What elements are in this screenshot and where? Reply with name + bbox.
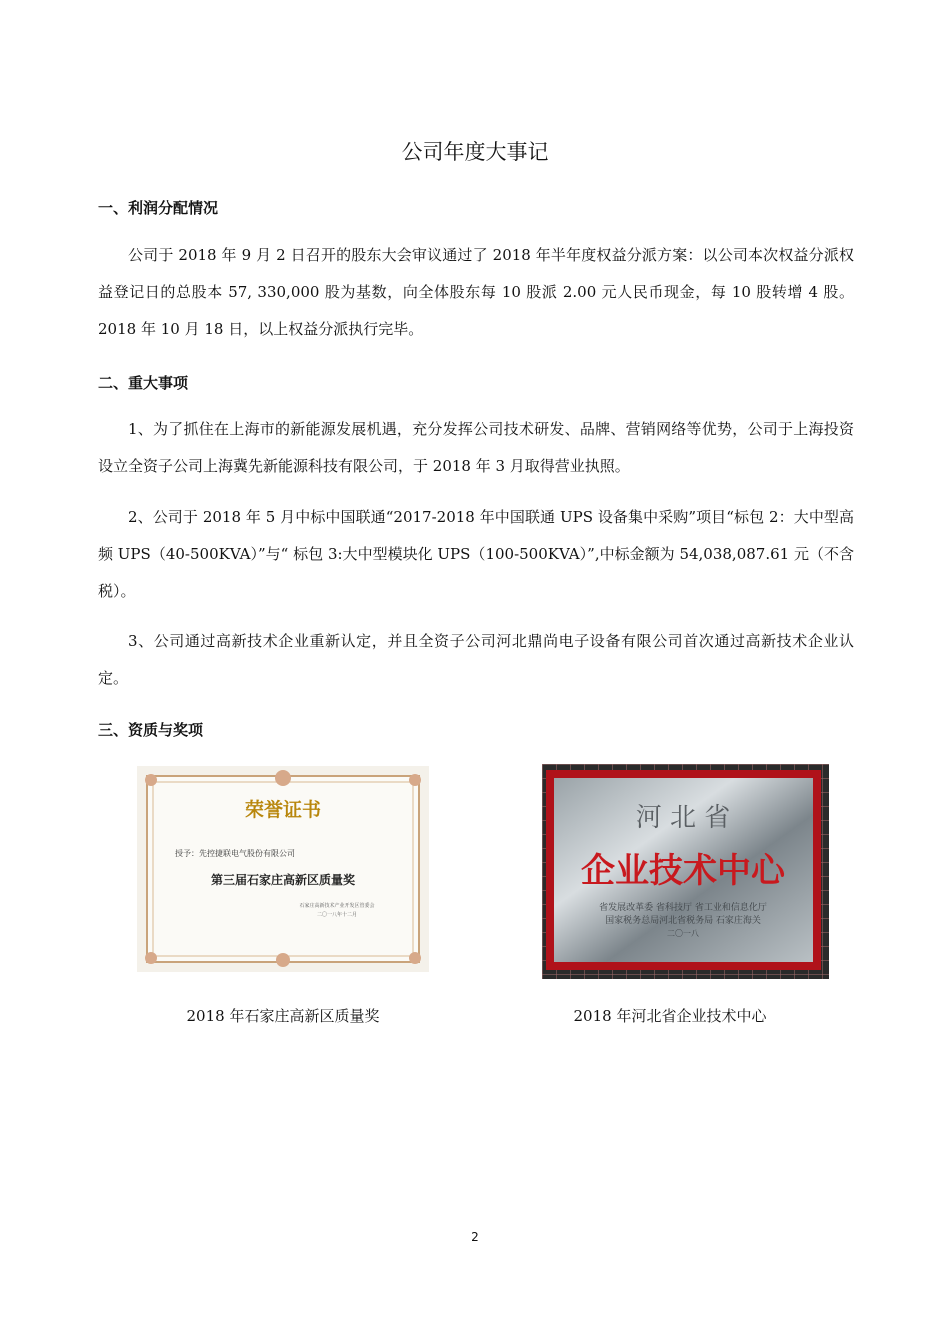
paragraph-event-2: 2、公司于 2018 年 5 月中标中国联通“2017-2018 年中国联通 UPS 设备集中采购”项目“标包 2：大中型高频 UPS（40-500KVA）”与“ 标包 3:大中型模块化 UPS（100-500KVA）”,中标金额为 54,038,087.61 元（不含税）。 <box>98 508 854 600</box>
section-heading-profit-distribution: 一、利润分配情况 <box>98 199 219 217</box>
certificate-date: 二〇一八年十二月 <box>316 912 358 918</box>
plaque-issuers-line1: 省发展改革委 省科技厅 省工业和信息化厅 <box>599 903 767 913</box>
plaque-year: 二〇一八 <box>667 929 699 938</box>
paragraph-profit-distribution: 公司于 2018 年 9 月 2 日召开的股东大会审议通过了 2018 年半年度权益分派方案：以公司本次权益分派权益登记日的总股本 57, 330,000 股为基数，向全体股东每 10 股派 2.00 元人民币现金，每 10 股转增 4 股。2018 年 10 月 18 日，以上权益分派执行完毕。 <box>98 246 854 338</box>
award-caption-quality: 2018 年石家庄高新区质量奖 <box>186 1007 380 1025</box>
section-heading-awards: 三、资质与奖项 <box>98 721 204 739</box>
certificate-title: 荣誉证书 <box>244 799 322 821</box>
certificate-recipient: 授予：先控捷联电气股份有限公司 <box>175 849 295 858</box>
page-number: 2 <box>471 1230 479 1244</box>
plaque-province: 河 北 省 <box>635 803 731 833</box>
paragraph-event-1: 1、为了抓住在上海市的新能源发展机遇，充分发挥公司技术研发、品牌、营销网络等优势，公司于上海投资设立全资子公司上海冀先新能源科技有限公司，于 2018 年 3 月取得营业执照。 <box>98 420 854 475</box>
award-certificate-image <box>137 766 429 972</box>
plaque-center-name: 企业技术中心 <box>581 851 785 891</box>
section-heading-major-events: 二、重大事项 <box>98 374 189 392</box>
page-title: 公司年度大事记 <box>401 140 549 164</box>
certificate-issuer: 石家庄高新技术产业开发区管委会 <box>299 903 375 909</box>
award-plaque-image <box>542 764 829 979</box>
certificate-award-name: 第三届石家庄高新区质量奖 <box>210 873 356 887</box>
paragraph-event-3: 3、公司通过高新技术企业重新认定，并且全资子公司河北鼎尚电子设备有限公司首次通过高新技术企业认定。 <box>98 632 854 687</box>
plaque-issuers-line2: 国家税务总局河北省税务局 石家庄海关 <box>605 916 761 926</box>
award-caption-tech-center: 2018 年河北省企业技术中心 <box>573 1007 767 1025</box>
